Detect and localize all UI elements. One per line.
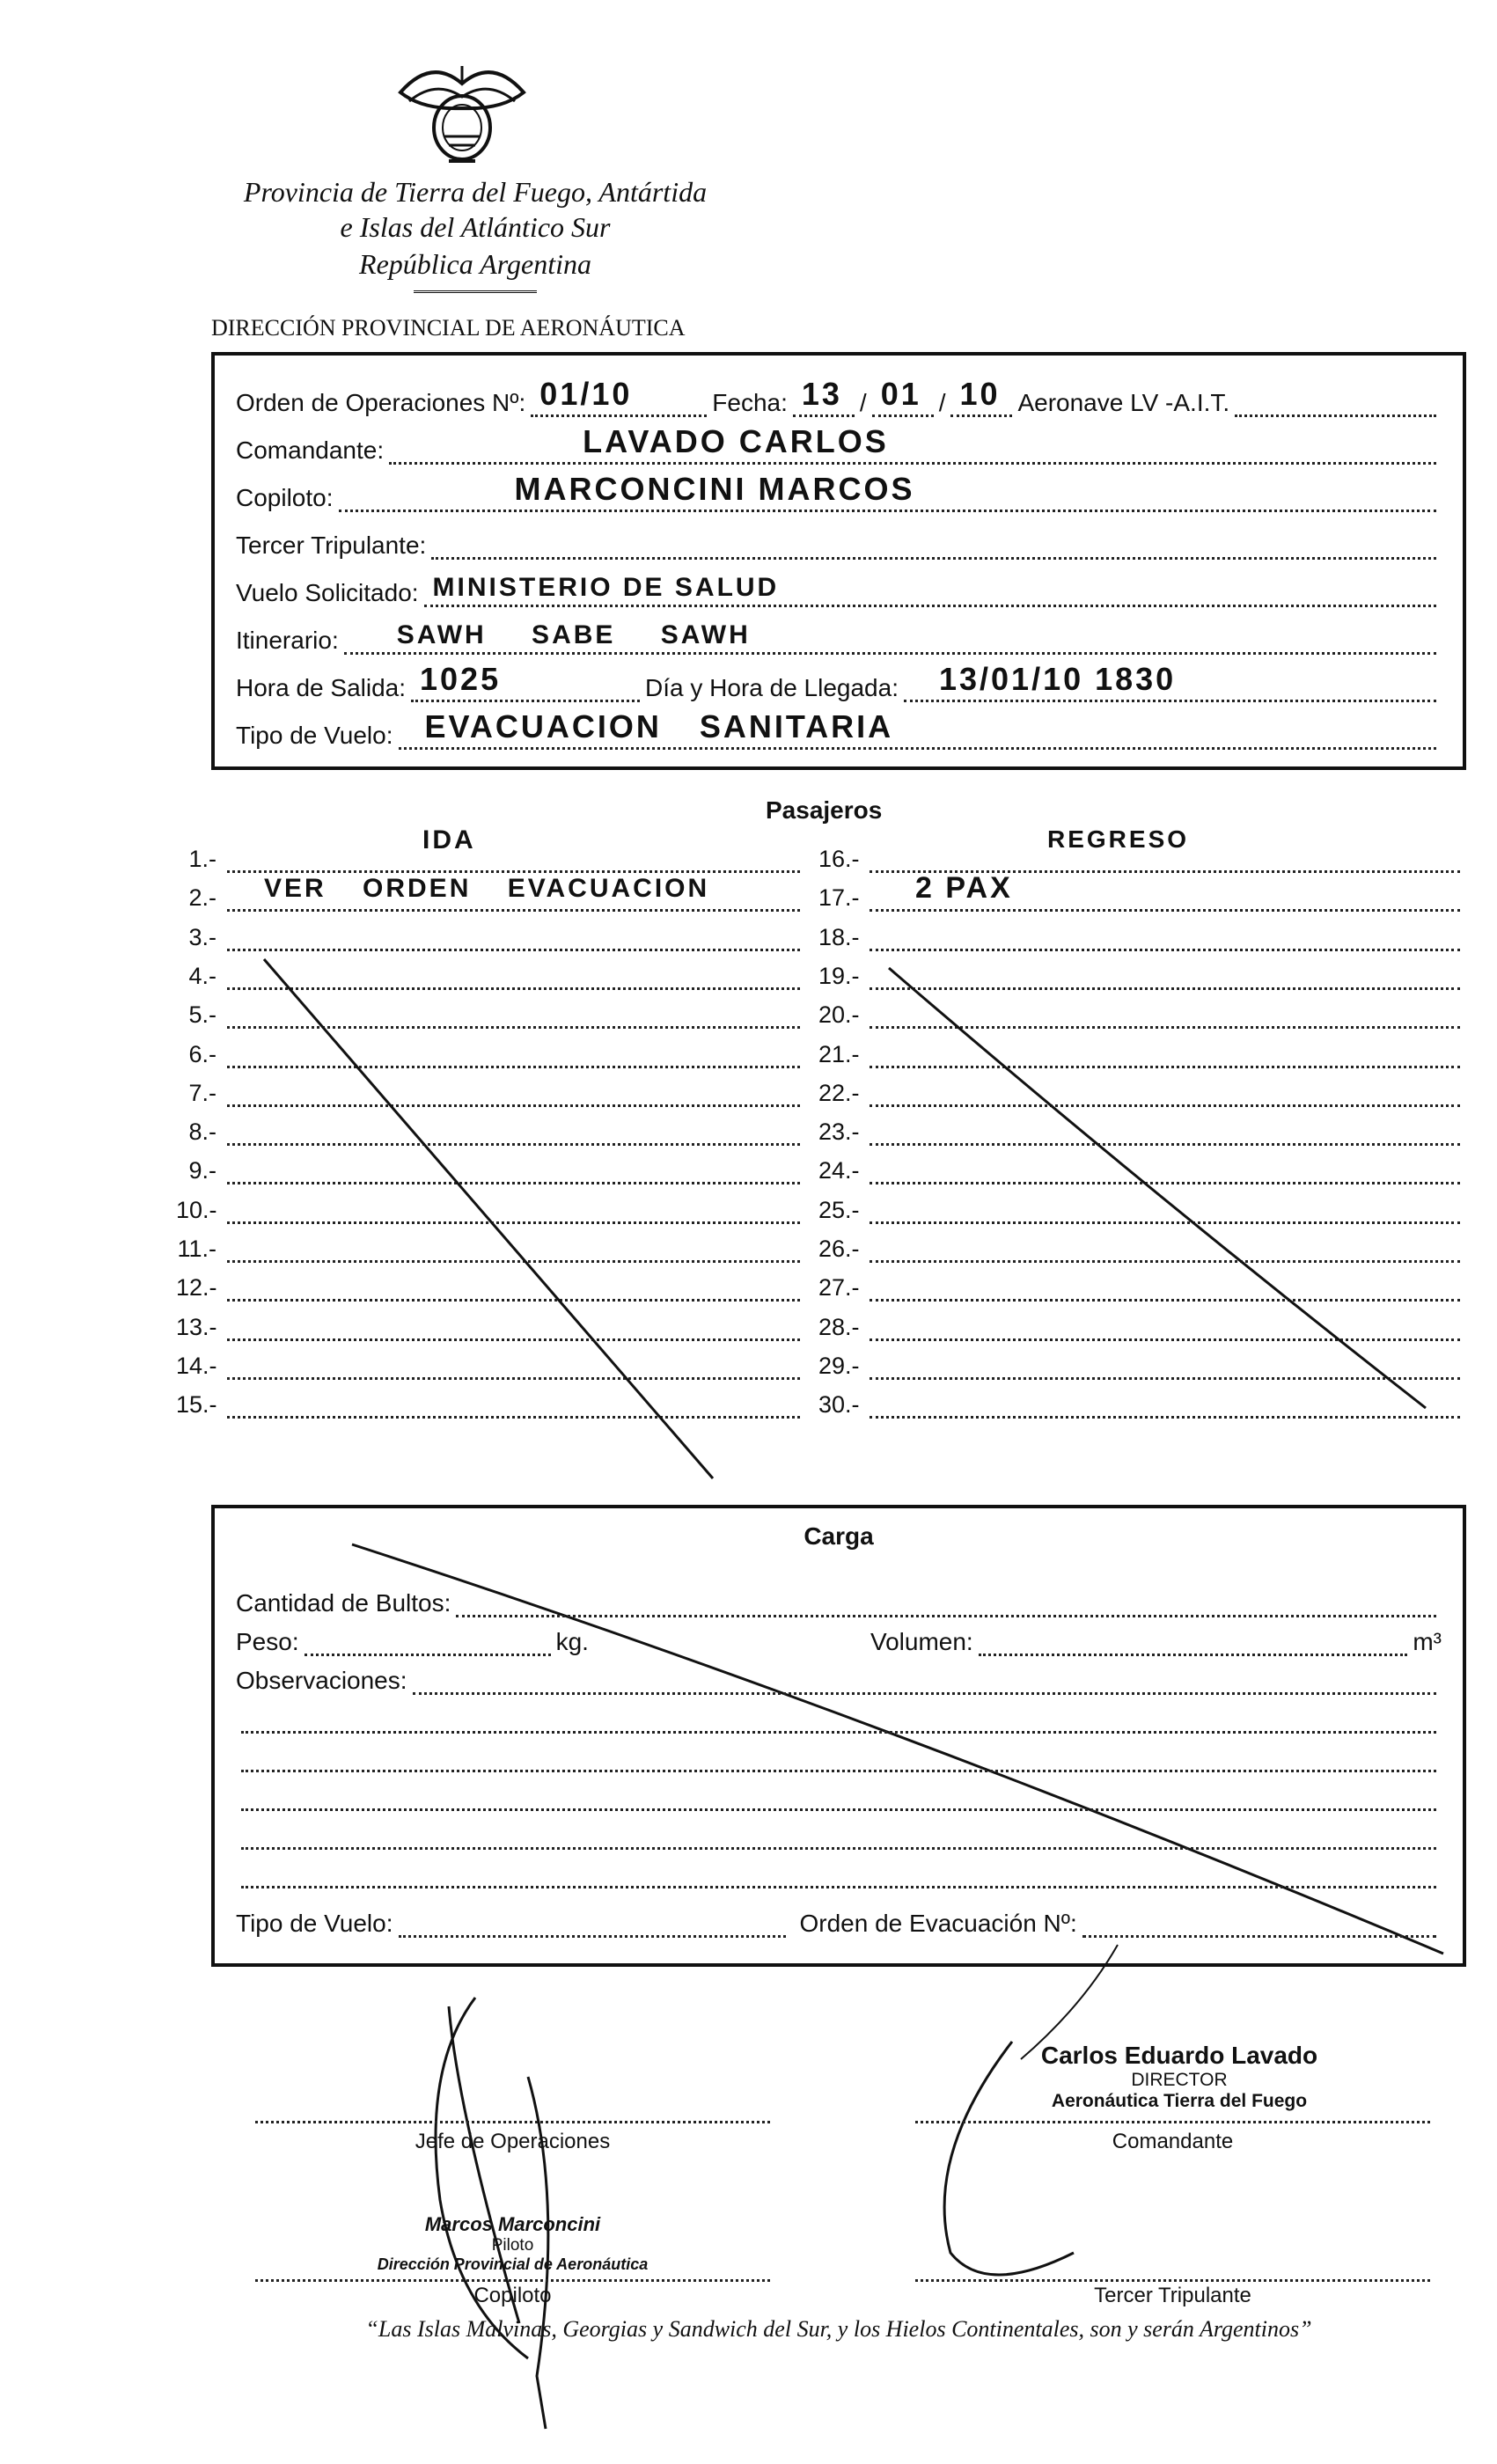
itinerario-label: Itinerario: (236, 627, 339, 654)
pasajero-number: 29.- (818, 1352, 860, 1379)
volumen-label: Volumen: (870, 1628, 973, 1655)
pasajero-number: 23.- (818, 1118, 860, 1146)
copiloto-stamp-name: Marcos Marconcini (424, 2213, 601, 2235)
tercer-label: Tercer Tripulante: (236, 532, 427, 559)
tercer-label: Tercer Tripulante (1094, 2284, 1251, 2307)
pasajero-number: 6.- (188, 1040, 216, 1067)
province-line-3: República Argentina (359, 248, 591, 280)
copiloto-label: Copiloto: (236, 484, 334, 511)
comandante-value: LAVADO CARLOS (583, 423, 889, 459)
pasajero-number: 18.- (818, 923, 860, 950)
pasajero-number: 1.- (188, 846, 216, 872)
pasajero-number: 4.- (188, 962, 216, 989)
pasajero-2-entry: VER ORDEN EVACUACION (264, 874, 710, 903)
pasajeros-regreso-heading: REGRESO (1047, 825, 1190, 853)
fecha-day: 13 (801, 376, 842, 412)
tipo-vuelo-value: EVACUACION SANITARIA (424, 708, 894, 744)
llegada-label: Día y Hora de Llegada: (645, 674, 899, 701)
pasajero-number: 10.- (176, 1196, 217, 1223)
pasajero-number: 8.- (188, 1118, 216, 1146)
pasajeros-title: Pasajeros (766, 796, 883, 824)
copiloto-stamp-org: Dirección Provincial de Aeronáutica (377, 2255, 649, 2273)
fecha-year: 10 (959, 376, 1001, 412)
carga-tipo-label: Tipo de Vuelo: (236, 1910, 393, 1937)
province-line-1: Provincia de Tierra del Fuego, Antártida (243, 176, 708, 208)
fecha-month: 01 (880, 376, 921, 412)
bultos-label: Cantidad de Bultos: (236, 1589, 451, 1617)
pasajero-number: 22.- (818, 1079, 860, 1106)
pasajero-number: 20.- (818, 1001, 860, 1029)
comandante-stamp-name: Carlos Eduardo Lavado (1040, 2042, 1318, 2069)
pasajero-number: 24.- (818, 1157, 860, 1184)
pasajero-number: 30.- (818, 1391, 860, 1419)
volumen-unit: m³ (1413, 1628, 1442, 1655)
copiloto-label: Copiloto (473, 2284, 552, 2307)
jefe-label: Jefe de Operaciones (415, 2130, 611, 2153)
comandante-stamp-org: Aeronáutica Tierra del Fuego (1051, 2091, 1308, 2111)
orden-label: Orden de Operaciones Nº: (236, 389, 526, 416)
comandante-label: Comandante: (236, 436, 385, 464)
fecha-label: Fecha: (712, 389, 788, 416)
pasajero-number: 3.- (188, 923, 216, 950)
itinerario-value: SAWH SABE SAWH (396, 620, 751, 649)
copiloto-stamp (255, 2213, 770, 2274)
pasajero-number: 27.- (818, 1274, 860, 1302)
carga-title: Carga (804, 1522, 874, 1550)
copiloto-value: MARCONCINI MARCOS (514, 471, 915, 507)
jefe-signature-line (255, 2121, 770, 2123)
comandante-signature-line (915, 2121, 1430, 2123)
pasajero-number: 14.- (176, 1352, 217, 1379)
pasajero-number: 25.- (818, 1196, 860, 1223)
vuelo-solicitado-label: Vuelo Solicitado: (236, 579, 419, 606)
tercer-signature-line (915, 2279, 1430, 2282)
copiloto-signature-line (255, 2279, 770, 2282)
pasajero-number: 26.- (818, 1236, 860, 1262)
aeronave-label: Aeronave LV -A.I.T. (1017, 389, 1230, 416)
peso-label: Peso: (236, 1628, 299, 1655)
pasajero-number: 2.- (188, 884, 216, 912)
pasajero-number: 12.- (176, 1274, 217, 1302)
observaciones-label: Observaciones: (236, 1667, 407, 1694)
pasajero-number: 7.- (188, 1079, 216, 1106)
hora-salida-value: 1025 (420, 661, 502, 697)
pasajeros-ida-heading: IDA (422, 825, 476, 854)
comandante-label: Comandante (1112, 2130, 1234, 2153)
pasajero-number: 28.- (818, 1313, 860, 1340)
pasajero-number: 5.- (188, 1001, 216, 1029)
comandante-stamp-title: DIRECTOR (1131, 2070, 1228, 2090)
vuelo-solicitado-value: MINISTERIO DE SALUD (432, 573, 780, 602)
llegada-value: 13/01/10 1830 (938, 661, 1177, 697)
pasajero-number: 13.- (176, 1313, 217, 1340)
orden-evac-label: Orden de Evacuación Nº: (799, 1910, 1077, 1937)
pasajero-number: 9.- (188, 1157, 216, 1184)
pasajero-number: 19.- (818, 962, 860, 989)
province-line-2: e Islas del Atlántico Sur (340, 211, 611, 243)
pasajero-number: 16.- (818, 846, 860, 872)
department-title: DIRECCIÓN PROVINCIAL DE AERONÁUTICA (211, 315, 686, 341)
orden-value: 01/10 (539, 376, 633, 412)
pasajero-number: 15.- (176, 1391, 217, 1419)
hora-salida-label: Hora de Salida: (236, 674, 407, 701)
peso-unit: kg. (555, 1628, 589, 1655)
copiloto-stamp-role: Piloto (491, 2236, 534, 2255)
pasajero-number: 21.- (818, 1040, 860, 1067)
comandante-stamp (915, 2042, 1443, 2112)
tipo-vuelo-label: Tipo de Vuelo: (236, 722, 393, 749)
pasajero-17-entry: 2 PAX (915, 871, 1013, 905)
pasajero-number: 11.- (177, 1236, 216, 1262)
pasajero-number: 17.- (818, 884, 860, 912)
footer-motto: “Las Islas Malvinas, Georgias y Sandwich del Sur, y los Hielos Continentales, son y serán Argentinos” (365, 2316, 1312, 2342)
orden-row: Orden de Operaciones Nº: 01/10 Fecha: 13 / 01 / 10 Aeronave LV -A.I.T. (236, 375, 1442, 417)
